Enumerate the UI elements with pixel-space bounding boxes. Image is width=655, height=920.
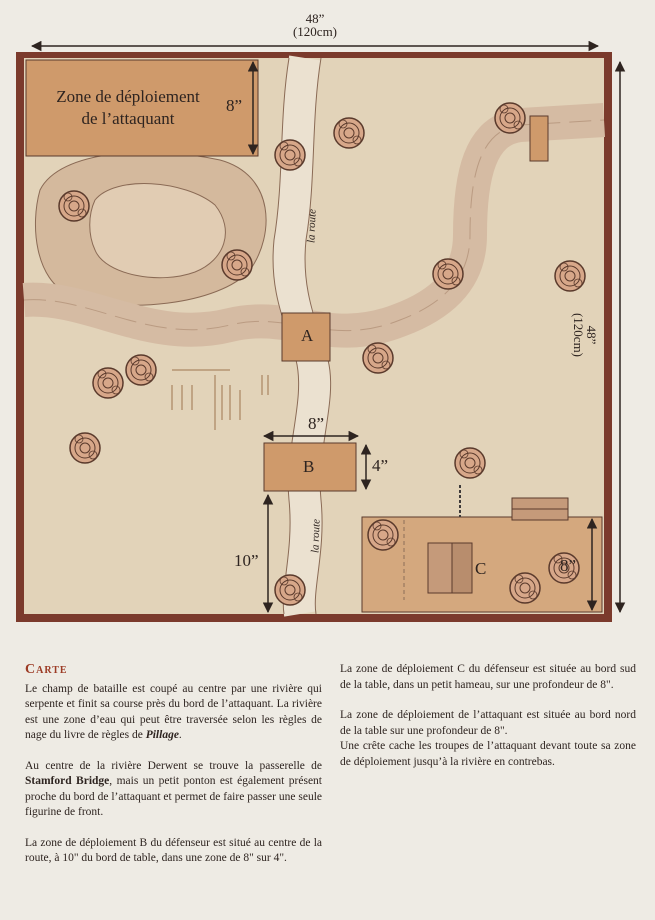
attacker-zone-depth-label: 8” xyxy=(226,96,243,115)
section-title: Carte xyxy=(25,662,68,677)
attacker-zone-label: Zone de déploiement de l’attaquant xyxy=(56,87,200,128)
zone-b-label: B xyxy=(303,457,315,476)
zone-c-depth-label: 8” xyxy=(560,556,577,575)
paragraph-zone-c: La zone de déploiement C du défenseur est située au bord sud de la table, dans un petit hameau, sur une profondeur de 8". xyxy=(340,663,636,691)
zone-b-depth-label: 4” xyxy=(372,456,389,475)
zone-b-width-label: 8” xyxy=(308,414,325,433)
text-column-left xyxy=(25,662,322,882)
width-label: 48” (120cm) xyxy=(292,11,338,39)
road-label-north: la route xyxy=(305,208,319,244)
zone-a-label: A xyxy=(301,326,314,345)
paragraph-ridge: Une crête cache les troupes de l’attaquant devant toute sa zone de déploiement jusqu’à la rivière en contrebas. xyxy=(340,740,636,768)
zone-b-distance-label: 10” xyxy=(234,551,259,570)
zone-c-label: C xyxy=(475,559,487,578)
pontoon xyxy=(530,116,548,161)
paragraph-river: Le champ de bataille est coupé au centre par une rivière qui serpente et finit sa course près du bord de l’attaquant. La rivière est une zone d’eau qui peut être traversée selon les règles de nage du livre de règles de Pillage. xyxy=(25,682,322,741)
paragraph-attacker-zone: La zone de déploiement de l’attaquant est située au bord nord de la table sur une profondeur de 8". xyxy=(340,709,636,737)
text-column-right xyxy=(340,662,636,785)
road-label-south: la route xyxy=(309,518,323,554)
ridge xyxy=(35,152,266,305)
paragraph-bridge: Au centre de la rivière Derwent se trouve la passerelle de Stamford Bridge, mais un petit ponton est également présent proche du bord de l’attaquant et permet de faire passer une seule figurine de front. xyxy=(25,759,323,818)
paragraph-zone-b: La zone de déploiement B du défenseur est situé au centre de la route, à 10" du bord de table, dans une zone de 8" sur 4". xyxy=(25,836,322,864)
height-label: 48” (120cm) xyxy=(571,312,599,358)
